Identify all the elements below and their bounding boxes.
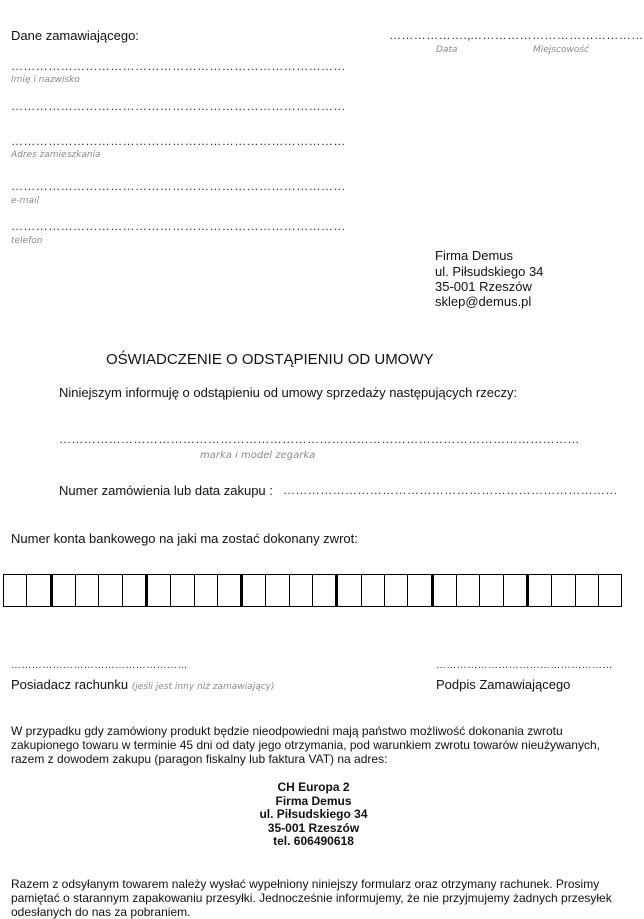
place-caption: Miejscowość: [533, 45, 589, 55]
phone-caption: telefon: [11, 236, 43, 246]
address-line: CH Europa 2: [277, 780, 350, 794]
account-digit-cell[interactable]: [98, 574, 121, 607]
company-street: ul. Piłsudskiego 34: [435, 264, 544, 279]
account-digit-cell[interactable]: [26, 574, 49, 607]
address-line: ul. Piłsudskiego 34: [259, 807, 368, 821]
account-digit-cell[interactable]: [240, 574, 265, 607]
account-digit-cell[interactable]: [50, 574, 75, 607]
account-digit-cell[interactable]: [170, 574, 193, 607]
order-label: Numer zamówienia lub data zakupu :: [59, 483, 273, 498]
company-email: sklep@demus.pl: [435, 294, 532, 309]
account-digit-cell[interactable]: [526, 574, 551, 607]
account-digit-cell[interactable]: [551, 574, 574, 607]
account-number-grid[interactable]: [3, 574, 622, 607]
address-line-1[interactable]: ………………………………………………………………………: [11, 99, 346, 113]
account-digit-cell[interactable]: [145, 574, 170, 607]
account-digit-cell[interactable]: [384, 574, 407, 607]
account-digit-cell[interactable]: [503, 574, 526, 607]
holder-note: (jeśli jest inny niż zamawiający): [131, 682, 275, 692]
account-digit-cell[interactable]: [289, 574, 312, 607]
return-info-text: W przypadku gdy zamówiony produkt będzie nieodpowiedni mają państwo możliwość dokonania zwrotu zakupionego towaru w terminie 45 dni od daty jego otrzymania, pod warunkiem zwrotu towarów nieużywanych, razem z dowodem zakupu (paragon fiskalny lub faktura VAT) na adres:: [11, 724, 600, 766]
name-caption: Imię i nazwisko: [11, 75, 80, 85]
customer-signature-line[interactable]: ……………………………………………: [436, 660, 613, 671]
address-line: 35-001 Rzeszów: [267, 820, 360, 835]
account-digit-cell[interactable]: [575, 574, 598, 607]
holder-signature-line[interactable]: ……………………………………………: [11, 660, 188, 671]
company-name: Firma Demus: [435, 248, 514, 263]
form-title: OŚWIADCZENIE O ODSTĄPIENIU OD UMOWY: [106, 351, 434, 368]
address-line: Firma Demus: [275, 793, 352, 808]
customer-signature-label: Podpis Zamawiającego: [436, 677, 571, 692]
holder-label-text: Posiadacz rachunku: [11, 677, 129, 692]
company-city: 35-001 Rzeszów: [435, 279, 532, 294]
phone-line[interactable]: ………………………………………………………………………: [11, 219, 346, 233]
date-caption: Data: [436, 45, 458, 55]
account-digit-cell[interactable]: [479, 574, 502, 607]
account-digit-cell[interactable]: [3, 574, 26, 607]
address-line-2[interactable]: ………………………………………………………………………: [11, 134, 346, 148]
item-line[interactable]: ………………………………………………………………………………………………………………: [59, 432, 580, 446]
place-line[interactable]: ……………………………………: [470, 28, 644, 42]
account-digit-cell[interactable]: [598, 574, 622, 607]
account-digit-cell[interactable]: [194, 574, 217, 607]
account-digit-cell[interactable]: [265, 574, 288, 607]
account-digit-cell[interactable]: [312, 574, 335, 607]
return-address: [200, 781, 427, 849]
order-line[interactable]: ………………………………………………………………………: [283, 483, 618, 497]
address-line: tel. 606490618: [273, 834, 354, 848]
item-caption: marka i model zegarka: [200, 450, 316, 461]
account-label: Numer konta bankowego na jaki ma zostać dokonany zwrot:: [11, 531, 358, 546]
email-caption: e-mail: [11, 196, 40, 206]
account-digit-cell[interactable]: [361, 574, 384, 607]
name-line[interactable]: ………………………………………………………………………: [11, 59, 346, 73]
email-line[interactable]: ………………………………………………………………………: [11, 179, 346, 193]
account-digit-cell[interactable]: [217, 574, 240, 607]
account-digit-cell[interactable]: [75, 574, 98, 607]
intro-text: Niniejszym informuję o odstąpieniu od umowy sprzedaży następujących rzeczy:: [59, 385, 518, 400]
account-digit-cell[interactable]: [335, 574, 360, 607]
footer-note: Razem z odsyłanym towarem należy wysłać wypełniony niniejszy formularz oraz otrzymany rachunek. Prosimy pamiętać o starannym zapakowaniu przesyłki. Jednocześnie informujemy, że nie przyjmujemy żadnych przesyłek odesłanych do nas za pobraniem.: [11, 877, 612, 919]
account-digit-cell[interactable]: [122, 574, 145, 607]
address-caption: Adres zamieszkania: [11, 150, 101, 160]
date-line[interactable]: ……………….,: [389, 28, 471, 42]
account-digit-cell[interactable]: [431, 574, 456, 607]
account-digit-cell[interactable]: [456, 574, 479, 607]
customer-data-label: Dane zamawiającego:: [11, 28, 139, 43]
holder-label: [11, 677, 275, 692]
account-digit-cell[interactable]: [407, 574, 430, 607]
